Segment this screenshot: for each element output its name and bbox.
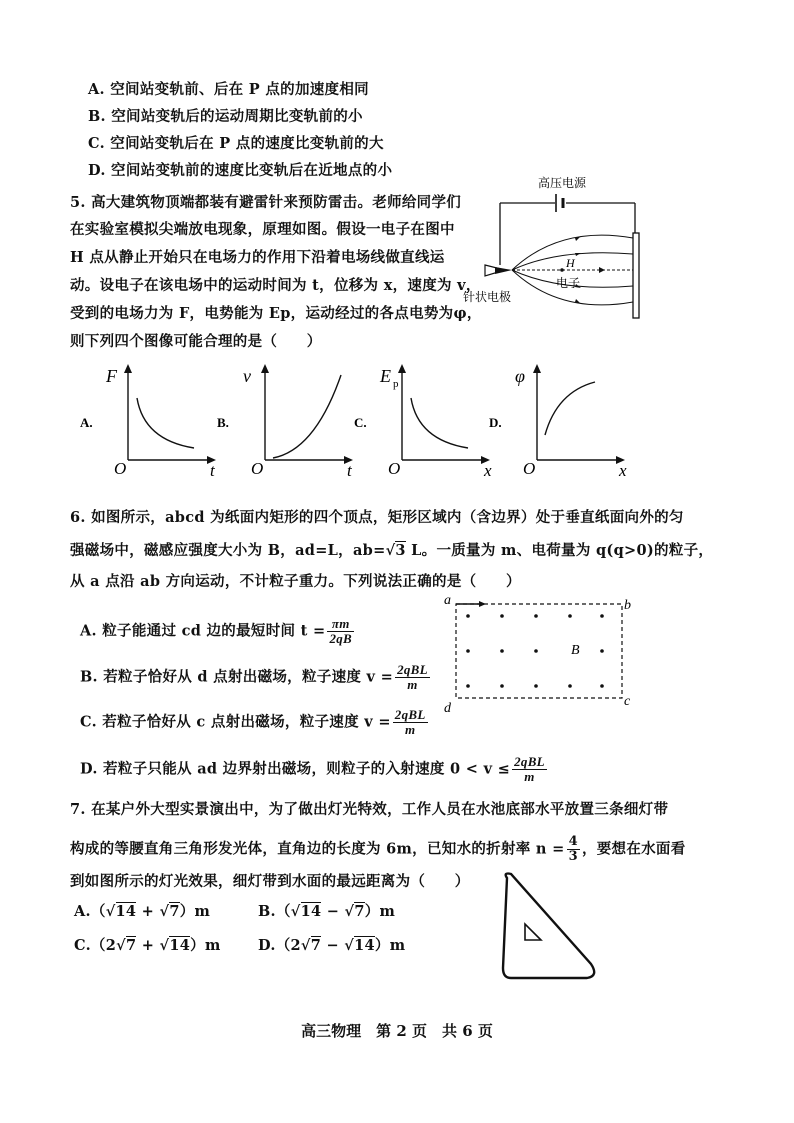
field-dot <box>466 649 470 653</box>
q7-line-1: 7. 在某户外大型实景演出中，为了做出灯光特效，工作人员在水池底部水平放置三条细灯带 <box>70 801 669 818</box>
q6-option-b: B. 若粒子恰好从 d 点射出磁场，粒子速度 v = $\frac{\text{2qBL}}{m}$ <box>80 662 428 692</box>
corner-a: a <box>444 593 451 608</box>
corner-b: b <box>624 598 631 613</box>
field-dot <box>500 649 504 653</box>
q7-triangle-figure <box>495 868 605 993</box>
field-dot <box>466 684 470 688</box>
q5-line-2: 在实验室模拟尖端放电现象，原理如图。假设一电子在图中 <box>70 221 455 238</box>
graph-curve <box>273 375 341 458</box>
field-dot <box>534 649 538 653</box>
y-arrow-icon <box>398 364 406 373</box>
graph-a <box>78 362 218 480</box>
q7-option-d: D.（2√7 − √14）m <box>258 937 406 954</box>
graph-curve <box>411 398 468 448</box>
field-rectangle <box>456 604 622 698</box>
origin-label: O <box>251 459 264 478</box>
q5-line-6: 则下列四个图像可能合理的是（ ） <box>70 333 322 350</box>
graph-option-label: D. <box>489 415 502 430</box>
graph-curve <box>545 382 595 435</box>
q5-line-1: 5. 高大建筑物顶端都装有避雷针来预防雷击。老师给同学们 <box>70 194 462 211</box>
q7-option-a: A.（√14 + √7）m <box>74 903 211 920</box>
q6-line-2: 强磁场中，磁感应强度大小为 B，ad=L，ab=√3 L。一质量为 m、电荷量为 q(q>0)的粒子， <box>70 542 714 559</box>
y-axis-label: v <box>243 366 251 386</box>
q6-option-a: A. 粒子能通过 cd 边的最短时间 t = $\frac{\pi m}{2qB}$ <box>80 616 353 646</box>
q7-line-2: 构成的等腰直角三角形发光体，直角边的长度为 6m，已知水的折射率 n = $\frac{4}{3}$ ，要想在水面看 <box>70 834 686 864</box>
q5-discharge-diagram <box>450 170 650 320</box>
plate-electrode <box>633 233 639 318</box>
q4-option-a: A. 空间站变轨前、后在 P 点的加速度相同 <box>88 81 369 98</box>
y-arrow-icon <box>124 364 132 373</box>
y-axis-label: E <box>380 366 391 386</box>
q4-option-c: C. 空间站变轨后在 P 点的速度比变轨前的大 <box>88 135 384 152</box>
x-axis-label: t <box>347 461 352 480</box>
graph-option-label: C. <box>354 415 367 430</box>
field-dot <box>600 649 604 653</box>
q6-option-d: D. 若粒子只能从 ad 边界射出磁场，则粒子的入射速度 0 < v ≤ $\frac{\text{2qBL}}{m}$ <box>80 754 545 784</box>
q4-option-b: B. 空间站变轨后的运动周期比变轨前的小 <box>88 108 363 125</box>
point-h <box>560 268 564 272</box>
power-source-label: 高压电源 <box>538 176 587 190</box>
graph-option-label: B. <box>217 415 229 430</box>
field-dot <box>600 614 604 618</box>
origin-label: O <box>523 459 536 478</box>
graph-d <box>487 362 627 480</box>
y-axis-label: F <box>106 366 117 386</box>
q6-option-c: C. 若粒子恰好从 c 点射出磁场，粒子速度 v = $\frac{\text{2qBL}}{m}$ <box>80 707 426 737</box>
graph-c <box>352 362 492 480</box>
field-dot <box>500 614 504 618</box>
graph-curve <box>137 398 194 448</box>
q5-line-4: 动。设电子在该电场中的运动时间为 t，位移为 x，速度为 v， <box>70 277 481 294</box>
field-dot <box>600 684 604 688</box>
graph-b <box>215 362 355 480</box>
x-axis-label: x <box>619 461 627 480</box>
field-dot <box>568 684 572 688</box>
corner-d: d <box>444 701 451 716</box>
h-label: H <box>566 256 575 270</box>
field-dot <box>534 684 538 688</box>
field-dot <box>466 614 470 618</box>
field-label: B <box>571 643 580 658</box>
y-axis-label: φ <box>515 366 525 386</box>
origin-label: O <box>388 459 401 478</box>
field-dots <box>466 614 604 688</box>
electron-label: 电子 <box>556 276 581 290</box>
y-axis-subscript: p <box>393 378 399 390</box>
y-arrow-icon <box>261 364 269 373</box>
corner-c: c <box>624 694 631 709</box>
velocity-arrow-icon <box>479 601 486 607</box>
q6-line-3: 从 a 点沿 ab 方向运动，不计粒子重力。下列说法正确的是（ ） <box>70 573 521 590</box>
x-axis-label: x <box>484 461 492 480</box>
outer-triangle <box>503 874 594 979</box>
q4-option-d: D. 空间站变轨前的速度比变轨后在近地点的小 <box>88 162 393 179</box>
graph-option-label: A. <box>80 415 93 430</box>
field-dot <box>534 614 538 618</box>
x-axis-label: t <box>210 461 215 480</box>
q6-line-1: 6. 如图所示，abcd 为纸面内矩形的四个顶点，矩形区域内（含边界）处于垂直纸面向外的匀 <box>70 509 684 526</box>
field-dot <box>500 684 504 688</box>
origin-label: O <box>114 459 127 478</box>
q5-line-5: 受到的电场力为 F，电势能为 Ep，运动经过的各点电势为φ， <box>70 305 482 322</box>
q7-line-3: 到如图所示的灯光效果，细灯带到水面的最远距离为（ ） <box>70 873 470 890</box>
needle-label: 针状电极 <box>463 290 512 304</box>
field-dot <box>568 614 572 618</box>
y-arrow-icon <box>533 364 541 373</box>
page-footer: 高三物理 第 2 页 共 6 页 <box>301 1022 493 1040</box>
q5-line-3: H 点从静止开始只在电场力的作用下沿着电场线做直线运 <box>70 249 445 266</box>
q6-field-diagram <box>440 592 640 716</box>
q7-option-b: B.（√14 − √7）m <box>258 903 396 920</box>
q7-option-c: C.（2√7 + √14）m <box>74 937 221 954</box>
